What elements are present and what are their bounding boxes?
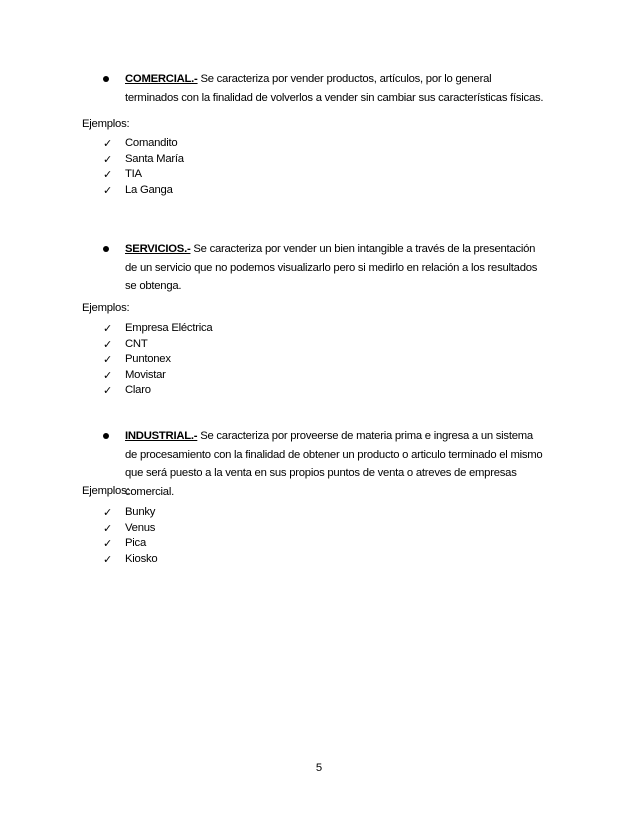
- list-item: ✓ Kiosko: [103, 552, 158, 566]
- bullet-dot-icon: [103, 246, 109, 252]
- definition-paragraph: [0, 70, 638, 107]
- checkmark-icon: ✓: [103, 183, 112, 197]
- checkmark-icon: ✓: [103, 537, 112, 550]
- checkmark-icon: ✓: [103, 152, 112, 166]
- term-heading: SERVICIOS.-: [125, 243, 191, 255]
- checkmark-icon: ✓: [103, 506, 112, 519]
- list-item: ✓ Bunky: [103, 506, 156, 519]
- examples-list: [103, 136, 184, 198]
- term-heading: INDUSTRIAL.-: [125, 430, 198, 442]
- checkmark-icon: ✓: [103, 337, 112, 351]
- definition-paragraph: [0, 240, 638, 296]
- list-item: ✓ Claro: [103, 384, 151, 397]
- list-item: ✓ Pica: [103, 537, 146, 550]
- examples-label: Ejemplos:: [82, 485, 130, 497]
- term-heading: COMERCIAL.-: [125, 73, 198, 85]
- checkmark-icon: ✓: [103, 552, 112, 566]
- checkmark-icon: ✓: [103, 521, 112, 535]
- checkmark-icon: ✓: [103, 137, 112, 150]
- checkmark-icon: ✓: [103, 322, 112, 335]
- list-item: ✓ Santa María: [103, 152, 184, 166]
- definition-text: Se caracteriza por proveerse de materia prima e ingresa a un sistema de procesamiento con la finalidad de obtener un producto o articulo terminado el mismo que será puesto a la venta en sus propios puntos de venta o atreves de empresas comercial.: [125, 430, 543, 498]
- examples-list: [103, 321, 212, 399]
- list-item: ✓ Movistar: [103, 368, 166, 382]
- page-number: 5: [315, 762, 323, 774]
- checkmark-icon: ✓: [103, 353, 112, 366]
- list-item: ✓ CNT: [103, 337, 148, 351]
- section-servicios: [0, 240, 638, 296]
- checkmark-icon: ✓: [103, 368, 112, 382]
- list-item: ✓ Empresa Eléctrica: [103, 322, 213, 335]
- bullet-dot-icon: [103, 433, 109, 439]
- list-item: ✓ Puntonex: [103, 353, 171, 366]
- list-item: ✓ La Ganga: [103, 183, 173, 197]
- list-item: ✓ TIA: [103, 168, 142, 181]
- list-item: ✓ Venus: [103, 521, 156, 535]
- examples-label: Ejemplos:: [82, 118, 130, 130]
- examples-label: Ejemplos:: [82, 302, 130, 314]
- bullet-dot-icon: [103, 76, 109, 82]
- list-item: ✓ Comandito: [103, 137, 178, 150]
- section-comercial: [0, 70, 638, 107]
- checkmark-icon: ✓: [103, 384, 112, 397]
- checkmark-icon: ✓: [103, 168, 112, 181]
- definition-text: Se caracteriza por vender productos, artículos, por lo general terminados con la finalidad de volverlos a vender sin cambiar sus características físicas.: [125, 73, 544, 104]
- examples-list: [103, 505, 157, 567]
- definition-text: Se caracteriza por vender un bien intangible a través de la presentación de un servicio que no podemos visualizarlo pero si medirlo en relación a los resultados se obtenga.: [125, 243, 538, 292]
